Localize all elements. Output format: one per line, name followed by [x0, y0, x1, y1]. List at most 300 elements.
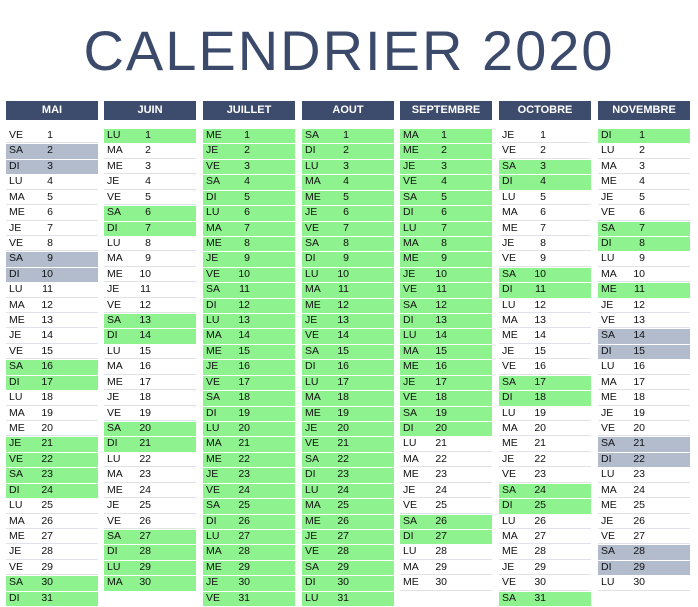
day-row — [400, 437, 492, 451]
day-row — [6, 499, 98, 513]
weekday-label: MA — [601, 267, 617, 280]
weekday-label: LU — [206, 206, 220, 219]
day-number: 17 — [435, 375, 447, 388]
weekday-label: SA — [9, 576, 24, 589]
weekday-label: VE — [502, 144, 517, 157]
weekday-label: JE — [9, 437, 22, 450]
day-row — [400, 283, 492, 297]
day-row — [6, 360, 98, 374]
weekday-label: JE — [9, 545, 22, 558]
weekday-label: VE — [206, 267, 221, 280]
day-row — [203, 360, 295, 374]
day-row — [104, 283, 196, 297]
day-row — [499, 515, 591, 529]
day-row — [104, 299, 196, 313]
day-number: 13 — [337, 314, 349, 327]
day-row — [104, 453, 196, 467]
weekday-label: SA — [502, 375, 517, 388]
weekday-label: MA — [9, 190, 25, 203]
day-number: 27 — [534, 529, 546, 542]
day-row — [302, 252, 394, 266]
day-row — [598, 422, 690, 436]
weekday-label: LU — [107, 560, 121, 573]
day-number: 8 — [343, 236, 349, 249]
day-row — [302, 222, 394, 236]
weekday-label: VE — [601, 314, 616, 327]
weekday-label: MA — [403, 452, 419, 465]
day-number: 6 — [145, 206, 151, 219]
day-number: 16 — [534, 360, 546, 373]
day-number: 24 — [41, 483, 53, 496]
day-number: 7 — [244, 221, 250, 234]
weekday-label: VE — [305, 437, 320, 450]
day-row — [302, 237, 394, 251]
day-row — [6, 561, 98, 575]
weekday-label: VE — [403, 391, 418, 404]
weekday-label: JE — [403, 267, 416, 280]
weekday-label: SA — [403, 190, 418, 203]
weekday-label: ME — [305, 298, 321, 311]
day-number: 23 — [139, 468, 151, 481]
day-number: 30 — [41, 576, 53, 589]
weekday-label: DI — [9, 159, 20, 172]
day-row — [400, 191, 492, 205]
weekday-label: MA — [206, 545, 222, 558]
day-number: 23 — [435, 468, 447, 481]
day-number: 3 — [639, 159, 645, 172]
weekday-label: SA — [206, 283, 221, 296]
weekday-label: SA — [9, 468, 24, 481]
day-row — [203, 484, 295, 498]
weekday-label: VE — [9, 452, 24, 465]
weekday-label: SA — [403, 514, 418, 527]
day-number: 11 — [42, 283, 53, 296]
month-header: OCTOBRE — [499, 101, 591, 120]
day-number: 28 — [139, 545, 151, 558]
weekday-label: VE — [9, 236, 24, 249]
day-row — [598, 268, 690, 282]
day-number: 5 — [540, 190, 546, 203]
day-number: 20 — [139, 422, 151, 435]
weekday-label: JE — [206, 360, 219, 373]
day-row — [203, 191, 295, 205]
day-number: 13 — [435, 314, 447, 327]
day-row — [499, 391, 591, 405]
day-number: 22 — [238, 452, 250, 465]
day-row — [6, 376, 98, 390]
day-number: 30 — [633, 576, 645, 589]
day-number: 3 — [244, 159, 250, 172]
day-number: 15 — [238, 344, 250, 357]
weekday-label: LU — [9, 499, 23, 512]
day-number: 15 — [41, 344, 53, 357]
day-row — [400, 561, 492, 575]
weekday-label: VE — [206, 159, 221, 172]
weekday-label: JE — [502, 129, 515, 141]
weekday-label: ME — [206, 560, 222, 573]
day-row — [598, 175, 690, 189]
weekday-label: SA — [206, 391, 221, 404]
weekday-label: ME — [9, 422, 25, 435]
day-number: 1 — [47, 129, 53, 141]
weekday-label: JE — [601, 190, 614, 203]
day-number: 17 — [633, 375, 645, 388]
weekday-label: SA — [305, 236, 320, 249]
day-number: 14 — [41, 329, 53, 342]
weekday-label: VE — [107, 406, 122, 419]
day-row — [203, 237, 295, 251]
calendar-grid — [0, 101, 698, 604]
day-number: 17 — [139, 375, 151, 388]
weekday-label: ME — [403, 144, 419, 157]
day-number: 15 — [139, 344, 151, 357]
day-number: 25 — [139, 499, 151, 512]
day-number: 25 — [534, 499, 546, 512]
day-row — [499, 561, 591, 575]
weekday-label: ME — [9, 314, 25, 327]
day-number: 2 — [639, 144, 645, 157]
day-number: 29 — [238, 560, 250, 573]
weekday-label: DI — [206, 514, 217, 527]
weekday-label: DI — [107, 221, 118, 234]
page-title: CALENDRIER 2020 — [83, 19, 615, 82]
weekday-label: LU — [305, 591, 319, 604]
weekday-label: SA — [403, 298, 418, 311]
day-number: 9 — [540, 252, 546, 265]
day-number: 11 — [634, 283, 645, 296]
day-row — [400, 160, 492, 174]
weekday-label: SA — [9, 252, 24, 265]
weekday-label: DI — [9, 375, 20, 388]
day-number: 21 — [633, 437, 645, 450]
day-row — [400, 576, 492, 590]
weekday-label: MA — [502, 529, 518, 542]
day-number: 9 — [343, 252, 349, 265]
day-row — [499, 407, 591, 421]
day-number: 26 — [337, 514, 349, 527]
weekday-label: VE — [305, 221, 320, 234]
day-number: 11 — [140, 283, 151, 296]
day-row — [302, 576, 394, 590]
day-number: 23 — [534, 468, 546, 481]
day-number: 8 — [244, 236, 250, 249]
day-row — [302, 422, 394, 436]
day-row — [203, 129, 295, 143]
weekday-label: SA — [206, 499, 221, 512]
day-row — [499, 453, 591, 467]
day-number: 4 — [343, 175, 349, 188]
day-row — [499, 422, 591, 436]
day-row — [598, 252, 690, 266]
weekday-label: SA — [107, 422, 122, 435]
day-row — [203, 453, 295, 467]
day-number: 14 — [435, 329, 447, 342]
day-row — [6, 530, 98, 544]
weekday-label: ME — [403, 576, 419, 589]
weekday-label: JE — [107, 391, 120, 404]
weekday-label: ME — [502, 329, 518, 342]
day-number: 12 — [633, 298, 645, 311]
day-number: 28 — [534, 545, 546, 558]
day-number: 8 — [441, 236, 447, 249]
day-number: 5 — [47, 190, 53, 203]
day-number: 20 — [238, 422, 250, 435]
weekday-label: LU — [403, 437, 417, 450]
day-row — [203, 545, 295, 559]
day-row — [499, 160, 591, 174]
day-number: 27 — [435, 529, 447, 542]
day-number: 24 — [633, 483, 645, 496]
weekday-label: ME — [206, 452, 222, 465]
weekday-label: VE — [502, 360, 517, 373]
day-row — [203, 314, 295, 328]
day-row — [302, 515, 394, 529]
day-number: 24 — [337, 483, 349, 496]
day-number: 18 — [633, 391, 645, 404]
day-number: 27 — [41, 529, 53, 542]
day-row — [203, 499, 295, 513]
day-row — [6, 422, 98, 436]
weekday-label: ME — [107, 375, 123, 388]
weekday-label: JE — [305, 529, 318, 542]
weekday-label: MA — [305, 175, 321, 188]
weekday-label: ME — [403, 360, 419, 373]
weekday-label: ME — [502, 545, 518, 558]
day-row — [499, 206, 591, 220]
day-number: 27 — [238, 529, 250, 542]
day-number: 27 — [633, 529, 645, 542]
weekday-label: MA — [206, 329, 222, 342]
day-row — [400, 144, 492, 158]
weekday-label: SA — [305, 452, 320, 465]
weekday-label: DI — [206, 406, 217, 419]
day-row — [104, 222, 196, 236]
weekday-label: VE — [502, 576, 517, 589]
month-column-septembre — [400, 101, 492, 592]
day-row — [6, 283, 98, 297]
day-number: 26 — [534, 514, 546, 527]
day-row — [400, 329, 492, 343]
day-number: 4 — [441, 175, 447, 188]
day-row — [203, 175, 295, 189]
weekday-label: DI — [601, 560, 612, 573]
day-row — [203, 576, 295, 590]
day-row — [302, 437, 394, 451]
day-number: 1 — [244, 129, 250, 141]
weekday-label: LU — [502, 190, 516, 203]
day-number: 16 — [41, 360, 53, 373]
day-number: 29 — [139, 560, 151, 573]
weekday-label: MA — [206, 437, 222, 450]
weekday-label: VE — [502, 468, 517, 481]
day-number: 21 — [41, 437, 53, 450]
weekday-label: LU — [601, 576, 615, 589]
weekday-label: DI — [107, 437, 118, 450]
day-row — [499, 592, 591, 606]
day-number: 31 — [337, 591, 349, 604]
weekday-label: JE — [601, 406, 614, 419]
day-number: 23 — [337, 468, 349, 481]
day-number: 3 — [145, 159, 151, 172]
day-number: 15 — [435, 344, 447, 357]
day-number: 23 — [633, 468, 645, 481]
weekday-label: JE — [206, 252, 219, 265]
day-row — [400, 175, 492, 189]
weekday-label: DI — [206, 298, 217, 311]
day-row — [203, 515, 295, 529]
day-number: 16 — [435, 360, 447, 373]
day-row — [598, 237, 690, 251]
day-row — [598, 129, 690, 143]
day-number: 2 — [441, 144, 447, 157]
day-row — [499, 144, 591, 158]
day-row — [203, 206, 295, 220]
day-row — [203, 345, 295, 359]
day-row — [6, 391, 98, 405]
day-number: 2 — [145, 144, 151, 157]
day-number: 18 — [337, 391, 349, 404]
weekday-label: LU — [502, 406, 516, 419]
weekday-label: VE — [403, 499, 418, 512]
day-row — [400, 484, 492, 498]
weekday-label: MA — [107, 144, 123, 157]
day-number: 26 — [238, 514, 250, 527]
day-row — [598, 376, 690, 390]
month-column-aout — [302, 101, 394, 607]
day-row — [104, 129, 196, 143]
day-number: 9 — [145, 252, 151, 265]
weekday-label: JE — [305, 314, 318, 327]
day-row — [499, 329, 591, 343]
day-row — [203, 407, 295, 421]
weekday-label: ME — [206, 344, 222, 357]
day-row — [6, 576, 98, 590]
day-row — [104, 329, 196, 343]
day-row — [6, 592, 98, 606]
day-row — [203, 468, 295, 482]
day-row — [499, 222, 591, 236]
day-number: 19 — [435, 406, 447, 419]
weekday-label: VE — [206, 483, 221, 496]
day-number: 5 — [145, 190, 151, 203]
day-number: 26 — [633, 514, 645, 527]
day-number: 19 — [337, 406, 349, 419]
day-row — [302, 407, 394, 421]
day-number: 31 — [41, 591, 53, 604]
day-row — [598, 576, 690, 590]
day-number: 28 — [633, 545, 645, 558]
day-number: 18 — [435, 391, 447, 404]
day-row — [203, 283, 295, 297]
weekday-label: ME — [107, 159, 123, 172]
day-number: 16 — [337, 360, 349, 373]
day-number: 25 — [238, 499, 250, 512]
weekday-label: LU — [206, 422, 220, 435]
day-number: 21 — [139, 437, 151, 450]
day-number: 7 — [639, 221, 645, 234]
weekday-label: VE — [403, 175, 418, 188]
day-number: 21 — [534, 437, 546, 450]
day-number: 13 — [41, 314, 53, 327]
weekday-label: SA — [206, 175, 221, 188]
weekday-label: JE — [403, 159, 416, 172]
weekday-label: DI — [305, 468, 316, 481]
day-number: 15 — [534, 344, 546, 357]
day-row — [203, 530, 295, 544]
day-number: 3 — [441, 159, 447, 172]
day-number: 1 — [441, 129, 447, 141]
day-row — [203, 437, 295, 451]
weekday-label: LU — [107, 129, 121, 141]
weekday-label: JE — [305, 206, 318, 219]
weekday-label: VE — [601, 206, 616, 219]
day-row — [598, 206, 690, 220]
day-number: 25 — [435, 499, 447, 512]
day-row — [400, 299, 492, 313]
day-number: 1 — [639, 129, 645, 141]
day-number: 11 — [338, 283, 349, 296]
weekday-label: LU — [403, 329, 417, 342]
day-row — [400, 314, 492, 328]
day-row — [302, 206, 394, 220]
day-number: 17 — [337, 375, 349, 388]
day-number: 6 — [540, 206, 546, 219]
weekday-label: JE — [107, 175, 120, 188]
day-number: 29 — [435, 560, 447, 573]
weekday-label: JE — [206, 468, 219, 481]
day-number: 11 — [535, 283, 546, 296]
day-row — [499, 545, 591, 559]
weekday-label: VE — [305, 545, 320, 558]
weekday-label: ME — [107, 483, 123, 496]
weekday-label: SA — [107, 529, 122, 542]
weekday-label: MA — [9, 406, 25, 419]
weekday-label: ME — [502, 437, 518, 450]
day-number: 24 — [435, 483, 447, 496]
weekday-label: LU — [9, 283, 23, 296]
weekday-label: ME — [305, 190, 321, 203]
weekday-label: ME — [601, 499, 617, 512]
day-row — [104, 160, 196, 174]
weekday-label: LU — [305, 159, 319, 172]
day-number: 29 — [337, 560, 349, 573]
day-row — [302, 129, 394, 143]
weekday-label: MA — [107, 468, 123, 481]
weekday-label: DI — [601, 236, 612, 249]
weekday-label: VE — [206, 375, 221, 388]
day-row — [400, 376, 492, 390]
weekday-label: MA — [403, 560, 419, 573]
weekday-label: DI — [502, 499, 513, 512]
day-number: 4 — [639, 175, 645, 188]
weekday-label: ME — [305, 406, 321, 419]
weekday-label: LU — [601, 468, 615, 481]
weekday-label: MA — [107, 360, 123, 373]
day-number: 10 — [238, 267, 250, 280]
weekday-label: LU — [9, 391, 23, 404]
weekday-label: ME — [601, 283, 617, 296]
day-row — [104, 237, 196, 251]
weekday-label: JE — [502, 344, 515, 357]
day-number: 6 — [639, 206, 645, 219]
day-row — [302, 453, 394, 467]
day-row — [6, 191, 98, 205]
day-number: 3 — [47, 159, 53, 172]
day-row — [104, 515, 196, 529]
weekday-label: DI — [403, 422, 414, 435]
weekday-label: VE — [107, 514, 122, 527]
day-row — [598, 468, 690, 482]
